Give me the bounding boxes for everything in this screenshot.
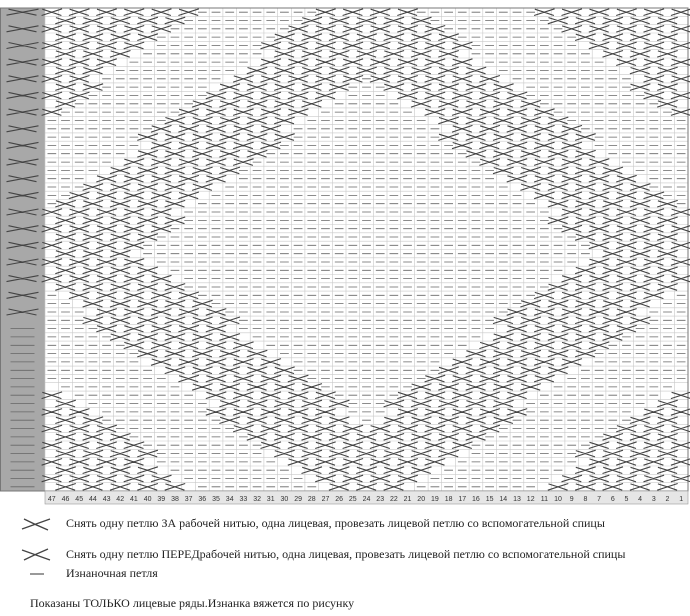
column-number: 25	[348, 496, 357, 503]
column-number: 21	[403, 496, 412, 503]
legend-item-cross-behind	[8, 513, 688, 535]
column-number: 47	[47, 496, 56, 503]
column-number: 20	[417, 496, 426, 503]
column-number: 17	[458, 496, 467, 503]
column-number: 8	[583, 496, 588, 503]
column-number: 40	[143, 496, 152, 503]
legend-text-purl: Изнаночная петля	[66, 566, 158, 580]
column-number: 6	[610, 496, 615, 503]
column-number: 1	[679, 496, 684, 503]
column-number: 9	[569, 496, 574, 503]
column-number: 5	[624, 496, 629, 503]
column-number: 27	[321, 496, 330, 503]
column-number: 24	[362, 496, 371, 503]
column-number: 3	[651, 496, 656, 503]
column-number: 2	[665, 496, 670, 503]
column-number: 39	[157, 496, 166, 503]
column-number: 38	[171, 496, 179, 503]
column-number: 43	[102, 496, 111, 503]
column-number: 36	[198, 496, 207, 503]
legend-text-cross-behind: Снять одну петлю ЗА рабочей нитью, одна лицевая, провезать лицевой петлю со вспомогательной спицы	[66, 516, 605, 530]
column-number: 13	[513, 496, 521, 503]
column-number: 10	[554, 496, 562, 503]
column-number: 15	[485, 496, 494, 503]
column-number: 41	[130, 496, 138, 503]
column-number: 45	[75, 496, 84, 503]
column-number: 46	[61, 496, 70, 503]
column-number: 16	[472, 496, 480, 503]
column-number: 37	[184, 496, 193, 503]
column-number: 18	[444, 496, 453, 503]
column-number: 23	[376, 496, 385, 503]
cross-behind-icon	[16, 513, 56, 535]
column-number: 22	[390, 496, 398, 503]
selvedge-strip	[0, 8, 45, 491]
column-number: 31	[266, 496, 275, 503]
column-number: 34	[225, 496, 234, 503]
purl-dash-icon	[16, 563, 56, 585]
column-number: 12	[526, 496, 535, 503]
column-number: 28	[307, 496, 316, 503]
column-number: 4	[638, 496, 643, 503]
column-number: 11	[540, 496, 549, 503]
column-number: 7	[597, 496, 602, 503]
legend-item-purl	[8, 563, 688, 585]
column-number: 26	[335, 496, 343, 503]
column-number: 29	[294, 496, 302, 503]
column-number: 30	[280, 496, 289, 503]
grid-lines	[45, 8, 688, 491]
chart-note: Показаны ТОЛЬКО лицевые ряды.Изнанка вяжется по рисунку	[30, 596, 355, 610]
column-number: 14	[499, 496, 508, 503]
column-number: 33	[239, 496, 248, 503]
column-number: 32	[253, 496, 261, 503]
column-number: 44	[89, 496, 97, 503]
column-number: 35	[212, 496, 220, 503]
column-number: 19	[431, 496, 439, 503]
legend-text-cross-front: Снять одну петлю ПЕРЕДрабочей нитью, одна лицевая, провезать лицевой петлю со вспомогательной спицы	[66, 547, 626, 561]
column-number: 42	[116, 496, 125, 503]
